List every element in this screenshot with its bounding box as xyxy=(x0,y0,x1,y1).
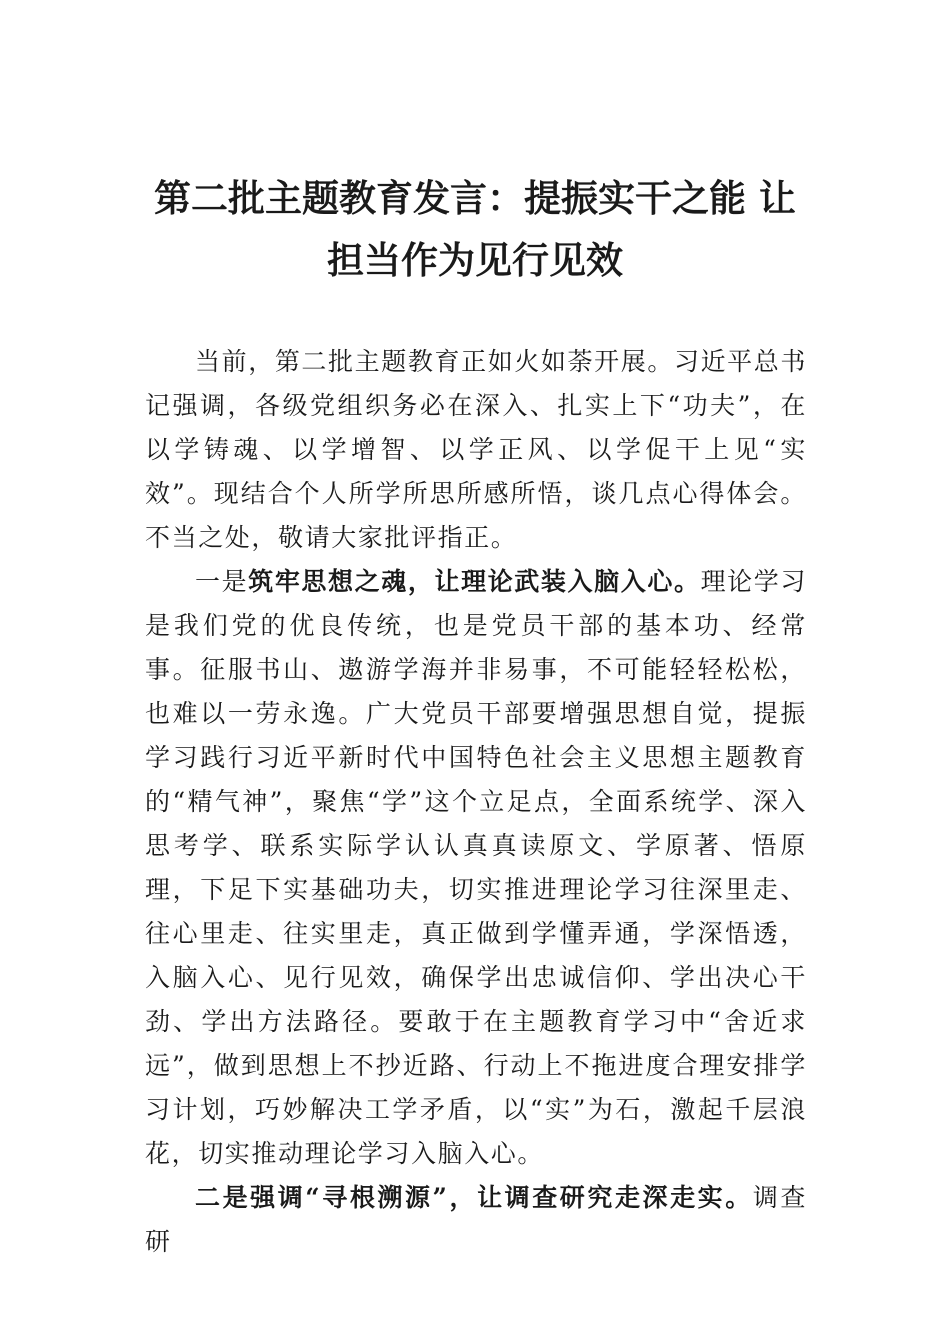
document-body xyxy=(145,340,807,1264)
paragraph-text: 当前，第二批主题教育正如火如荼开展。习近平总书记强调，各级党组织务必在深入、扎实上下“功夫”，在以学铸魂、以学增智、以学正风、以学促干上见“实效”。现结合个人所学所思所感所悟，谈几点心得体会。不当之处，敬请大家批评指正。 xyxy=(145,347,807,552)
paragraph-point-one xyxy=(145,560,807,1176)
paragraph-point-two xyxy=(145,1176,807,1264)
paragraph-prefix: 一是 xyxy=(195,567,249,596)
paragraph-lead: 筑牢思想之魂，让理论武装入脑入心。 xyxy=(248,567,701,596)
document-title: 第二批主题教育发言：提振实干之能 让担当作为见行见效 xyxy=(154,177,796,282)
paragraph-text: 理论学习是我们党的优良传统，也是党员干部的基本功、经常事。征服书山、遨游学海并非易事，不可能轻轻松松，也难以一劳永逸。广大党员干部要增强思想自觉，提振学习践行习近平新时代中国特色社会主义思想主题教育的“精气神”，聚焦“学”这个立足点，全面系统学、深入思考学、联系实际学认认真真读原文、学原著、悟原理，下足下实基础功夫，切实推进理论学习往深里走、往心里走、往实里走，真正做到学懂弄通，学深悟透，入脑入心、见行见效，确保学出忠诚信仰、学出决心干劲、学出方法路径。要敢于在主题教育学习中“舍近求远”，做到思想上不抄近路、行动上不拖进度合理安排学习计划，巧妙解决工学矛盾，以“实”为石，激起千层浪花，切实推动理论学习入脑入心。 xyxy=(145,567,808,1168)
paragraph-text: 调查研 xyxy=(145,1183,807,1256)
paragraph-intro xyxy=(145,340,807,560)
paragraph-lead: 二是强调“寻根溯源”，让调查研究走深走实。 xyxy=(195,1183,753,1212)
